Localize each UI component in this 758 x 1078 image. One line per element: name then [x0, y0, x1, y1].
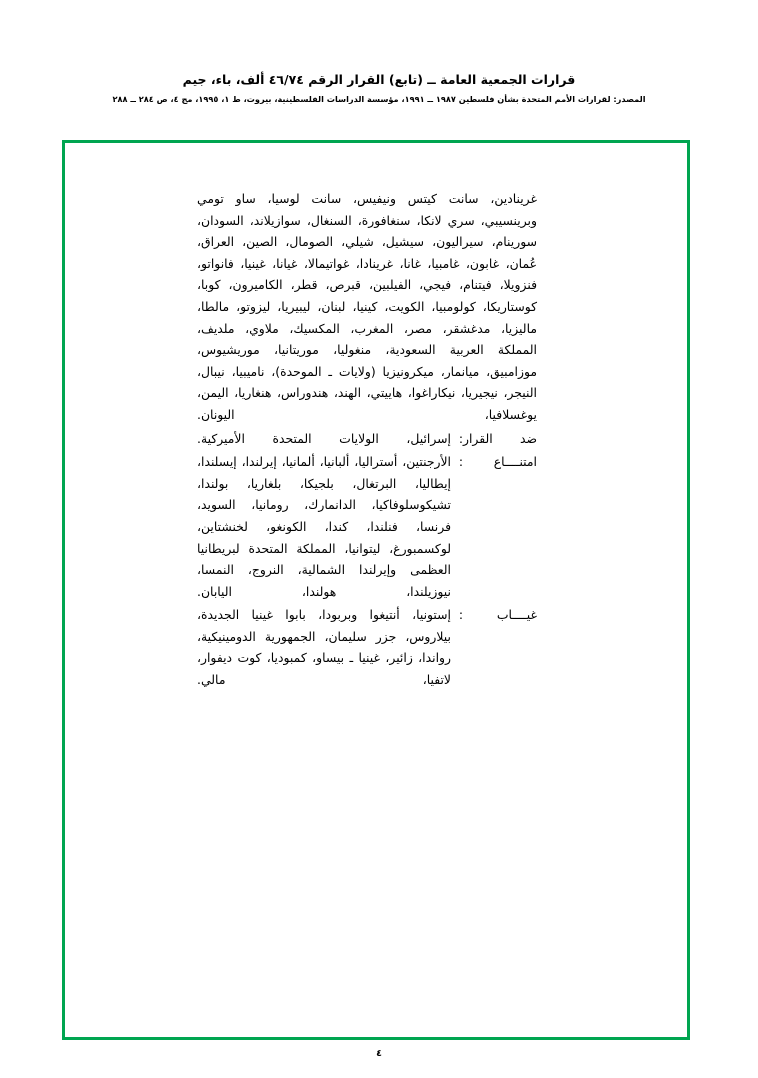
vote-label-absent: غيــــاب	[496, 607, 537, 623]
countries-paragraph: غرينادين، سانت كيتس ونيفيس، سانت لوسيا، ساو تومي وبرينسيبي، سري لانكا، سنغافورة، السنغال، سوازيلاند، السودان، سورينام، سيراليون، سيشيل، شيلي، الصومال، الصين، العراق، عُمان، غابون، غامبيا، غانا، غرينادا، غواتيمالا، غيانا، غينيا، فانواتو، فنزويلا، فيتنام، فيجي، الفيلبين، قبرص، قطر، الكاميرون، كوبا، كوستاريكا، كولومبيا، الكويت، كينيا، لبنان، ليبيريا، ليزوتو، مالطا، ماليزيا، مدغشقر، مصر، المغرب، المكسيك، ملاوي، ملديف، المملكة العربية السعودية، منغوليا، موريتانيا، موريشيوس، موزامبيق، ميانمار، ميكرونيزيا (ولايات ـ الموحدة)، ناميبيا، نيبال، النيجر، نيجيريا، نيكاراغوا، هاييتي، الهند، هندوراس، هنغاريا، اليمن، يوغسلافيا، اليونان.	[197, 191, 537, 422]
vote-row	[197, 428, 537, 450]
page-title: قرارات الجمعية العامة ــ (تابع) القرار الرقم ٤٦/٧٤ ألف، باء، جيم	[182, 72, 576, 87]
vote-row	[197, 451, 537, 602]
vote-colon: :	[458, 607, 463, 623]
vote-label-abstained: امتنــــاع	[493, 454, 537, 470]
source-citation: المصدر: لقرارات الأمم المتحدة بشأن فلسطين ١٩٨٧ ــ ١٩٩١، مؤسسة الدراسات الفلسطينية، بيروت، ط ١، ١٩٩٥، مج ٤، ص ٢٨٤ ــ ٢٨٨	[112, 94, 646, 105]
page-number: ٤	[376, 1048, 382, 1059]
vote-colon: :	[458, 454, 463, 470]
vote-row	[197, 604, 537, 690]
vote-text-absent: إستونيا، أنتيغوا وبربودا، بابوا غينيا الجديدة، بيلاروس، جزر سليمان، الجمهورية الدومينيكية، رواندا، زائير، غينيا ـ بيساو، كمبوديا، كوت ديفوار، لاتفيا، مالي.	[197, 607, 451, 688]
vote-results	[197, 428, 537, 691]
vote-label-against: ضد القرار	[463, 430, 537, 446]
page-header	[0, 72, 758, 105]
document-body	[197, 188, 537, 691]
vote-colon: :	[458, 430, 463, 446]
vote-text-abstained: الأرجنتين، أستراليا، ألبانيا، ألمانيا، إيرلندا، إيسلندا، إيطاليا، البرتغال، بلجيكا، بلغاريا، بولندا، تشيكوسلوفاكيا، الدانمارك، رومانيا، السويد، فرنسا، فنلندا، كندا، الكونغو، لخنشتاين، لوكسمبورغ، ليتوانيا، المملكة المتحدة لبريطانيا العظمى وإيرلندا الشمالية، النروج، النمسا، نيوزيلندا، هولندا، اليابان.	[197, 454, 451, 599]
vote-text-against: إسرائيل، الولايات المتحدة الأميركية.	[197, 430, 451, 446]
content-frame	[62, 140, 690, 1040]
